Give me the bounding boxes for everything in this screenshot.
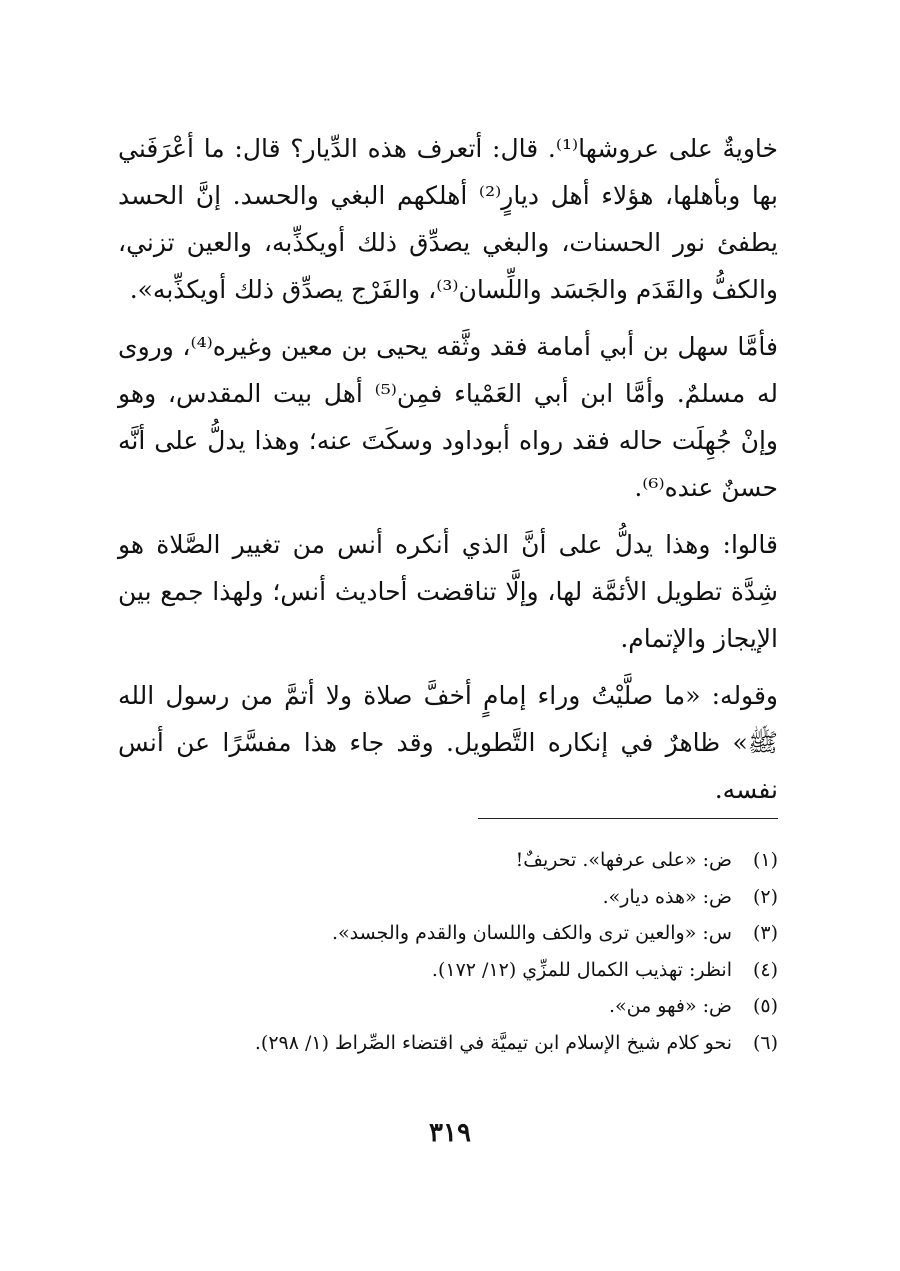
- footnote-text: س: «والعين ترى والكف واللسان والقدم والجسد».: [331, 922, 732, 944]
- paragraph-2: فأمَّا سهل بن أبي أمامة فقد وثَّقه يحيى بن معين وغيره⁽⁴⁾، وروى له مسلمٌ. وأمَّا ابن أبي العَمْياء فمِن⁽⁵⁾ أهل بيت المقدس، وهو وإنْ جُهِلَت حاله فقد رواه أبوداود وسكَتَ عنه؛ وهذا يدلُّ على أنَّه حسنٌ عنده⁽⁶⁾.: [118, 332, 778, 502]
- footnote-number: (٢): [752, 885, 778, 908]
- paragraph-3: قالوا: وهذا يدلُّ على أنَّ الذي أنكره أنس من تغيير الصَّلاة هو شِدَّة تطويل الأئمَّة لها، وإلَّا تناقضت أحاديث أنس؛ ولهذا جمع بين الإيجاز والإتمام.: [118, 530, 778, 653]
- footnote-text: ض: «هذه ديار».: [602, 885, 732, 908]
- footnote-number: (٤): [752, 958, 778, 981]
- footnote-text: ض: «على عرفها». تحريفٌ!: [515, 849, 732, 871]
- footnote-5: [118, 988, 778, 1025]
- footnote-separator: [478, 818, 778, 819]
- footnote-text: انظر: تهذيب الكمال للمزِّي (١٢/ ١٧٢).: [431, 958, 732, 981]
- footnote-4: [118, 952, 778, 989]
- footnote-text: ض: «فهو من».: [608, 995, 732, 1017]
- footnote-2: [118, 879, 778, 916]
- footnote-6: [118, 1025, 778, 1062]
- footnote-text: نحو كلام شيخ الإسلام ابن تيميَّة في اقتضاء الصِّراط (١/ ٢٩٨).: [254, 1031, 732, 1054]
- footnote-1: [118, 842, 778, 879]
- footnotes-list: [118, 842, 778, 1061]
- main-text: [118, 125, 778, 823]
- page-number: ٣١٩: [429, 1118, 471, 1148]
- footnote-number: (١): [752, 849, 778, 871]
- footnote-number: (٥): [752, 995, 778, 1017]
- footnote-number: (٦): [752, 1031, 778, 1054]
- footnote-number: (٣): [752, 922, 778, 944]
- paragraph-4: وقوله: «ما صلَّيْتُ وراء إمامٍ أخفَّ صلاة ولا أتمَّ من رسول الله ﷺ» ظاهرٌ في إنكاره التَّطويل. وقد جاء هذا مفسَّرًا عن أنس نفسه.: [118, 681, 778, 804]
- footnote-3: [118, 915, 778, 952]
- paragraph-1: خاويةٌ على عروشها⁽¹⁾. قال: أتعرف هذه الدِّيار؟ قال: ما أعْرَفَني بها وبأهلها، هؤلاء أهل ديارٍ⁽²⁾ أهلكهم البغي والحسد. إنَّ الحسد يطفئ نور الحسنات، والبغي يصدِّق ذلك أويكذِّبه، والعين تزني، والكفُّ والقَدَم والجَسَد واللِّسان⁽³⁾، والفَرْج يصدِّق ذلك أويكذِّبه».: [118, 134, 779, 304]
